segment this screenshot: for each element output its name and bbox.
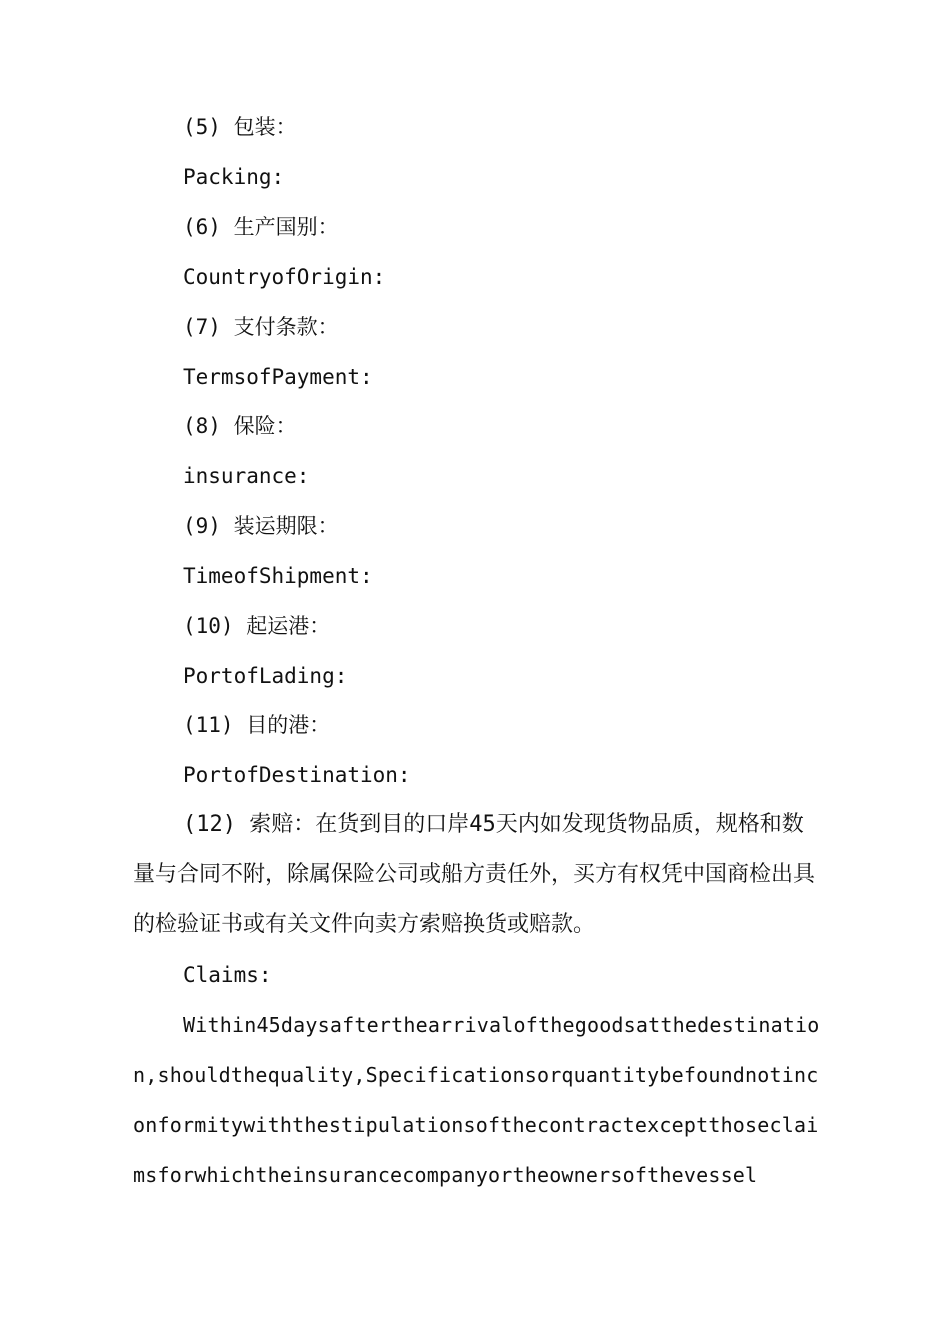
item-7-payment-cn: (7) 支付条款： xyxy=(183,315,339,339)
item-8-insurance-en: insurance: xyxy=(183,464,310,488)
item-8-insurance-cn: (8) 保险： xyxy=(183,414,297,438)
item-6-origin-en: CountryofOrigin: xyxy=(183,265,386,289)
item-12-claims-label: Claims: xyxy=(183,963,272,987)
item-5-packing-cn: (5) 包装： xyxy=(183,115,297,139)
item-11-destination-en: PortofDestination: xyxy=(183,763,411,787)
item-6-origin-cn: (6) 生产国别： xyxy=(183,215,339,239)
item-10-lading-cn: (10) 起运港： xyxy=(183,614,331,638)
item-12-claims-cn-paragraph: (12) 索赔：在货到目的口岸45天内如发现货物品质，规格和数量与合同不附，除属保险公司或船方责任外，买方有权凭中国商检出具的检验证书或有关文件向卖方索赔换货或赔款。 xyxy=(133,812,816,937)
item-9-shipment-cn: (9) 装运期限： xyxy=(183,514,339,538)
item-5-packing-en: Packing: xyxy=(183,165,285,189)
item-11-destination-cn: (11) 目的港： xyxy=(183,713,331,737)
item-9-shipment-en: TimeofShipment: xyxy=(183,564,373,588)
item-7-payment-en: TermsofPayment: xyxy=(183,365,373,389)
item-10-lading-en: PortofLading: xyxy=(183,664,348,688)
item-12-claims-en-paragraph: Within45daysafterthearrivalofthegoodsatthedestination,shouldthequality,Specificationsorquantitybefoundnotinconformitywiththestipulationsofthecontractexceptthoseclaimsforwhichtheinsurancecompanyortheownersofthevessel xyxy=(133,1013,820,1187)
